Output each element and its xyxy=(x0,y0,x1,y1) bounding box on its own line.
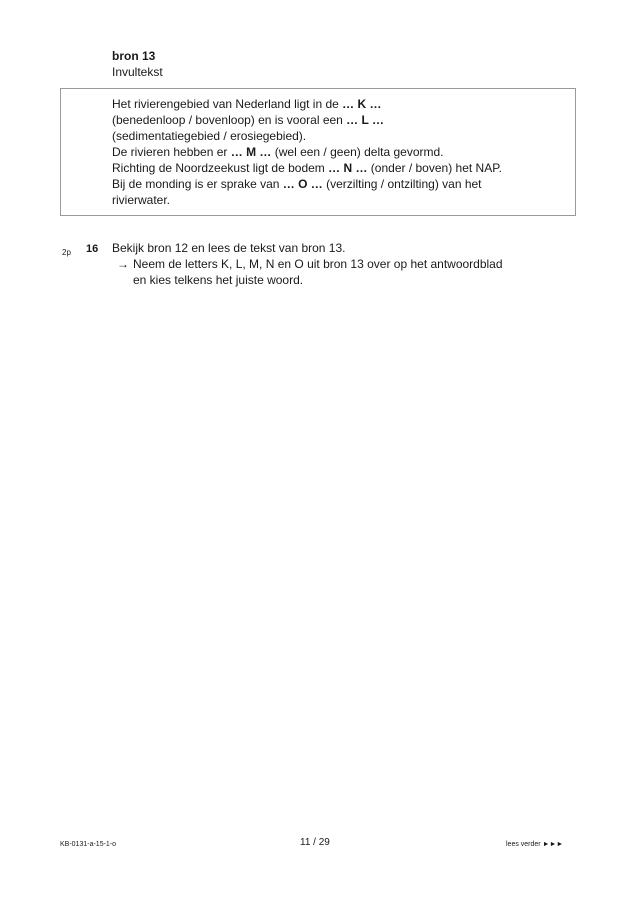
text-segment: (benedenloop / bovenloop) en is vooral een xyxy=(112,113,347,127)
question-task xyxy=(117,256,503,288)
fill-text-line xyxy=(112,144,572,160)
text-segment: Het rivierengebied van Nederland ligt in de xyxy=(112,97,343,111)
arrow-icon: → xyxy=(117,257,129,271)
fill-text-line xyxy=(112,160,572,176)
question-points: 2p xyxy=(62,248,71,257)
fill-text-line xyxy=(112,112,572,128)
text-segment: rivierwater. xyxy=(112,193,171,207)
text-segment: Bij de monding is er sprake van xyxy=(112,177,283,191)
text-segment: Richting de Noordzeekust ligt de bodem xyxy=(112,161,329,175)
continue-note: lees verder ►►► xyxy=(506,841,564,848)
question-number: 16 xyxy=(86,243,99,255)
blank-placeholder: … K … xyxy=(342,97,382,111)
text-segment: De rivieren hebben er xyxy=(112,145,231,159)
fill-text-box xyxy=(60,88,576,216)
text-segment: (onder / boven) het NAP. xyxy=(367,161,502,175)
blank-placeholder: … L … xyxy=(346,113,384,127)
source-subtitle: Invultekst xyxy=(112,65,163,79)
text-segment: (wel een / geen) delta gevormd. xyxy=(271,145,444,159)
text-segment: (sedimentatiegebied / erosiegebied). xyxy=(112,129,307,143)
text-segment: (verzilting / ontzilting) van het xyxy=(322,177,482,191)
question-text: Bekijk bron 12 en lees de tekst van bron 13. xyxy=(112,241,346,255)
page-number: 11 / 29 xyxy=(300,837,330,848)
fill-text xyxy=(112,96,572,208)
fill-text-line xyxy=(112,96,572,112)
blank-placeholder: … N … xyxy=(328,161,368,175)
blank-placeholder: … O … xyxy=(282,177,323,191)
task-line-2: en kies telkens het juiste woord. xyxy=(133,273,304,287)
source-title: bron 13 xyxy=(112,49,156,63)
exam-code: KB-0131-a-15-1-o xyxy=(60,841,117,848)
fill-text-line xyxy=(112,176,572,192)
fill-text-line xyxy=(112,192,572,208)
fill-text-line xyxy=(112,128,572,144)
task-line-1: Neem de letters K, L, M, N en O uit bron 13 over op het antwoordblad xyxy=(133,257,503,271)
blank-placeholder: … M … xyxy=(230,145,272,159)
